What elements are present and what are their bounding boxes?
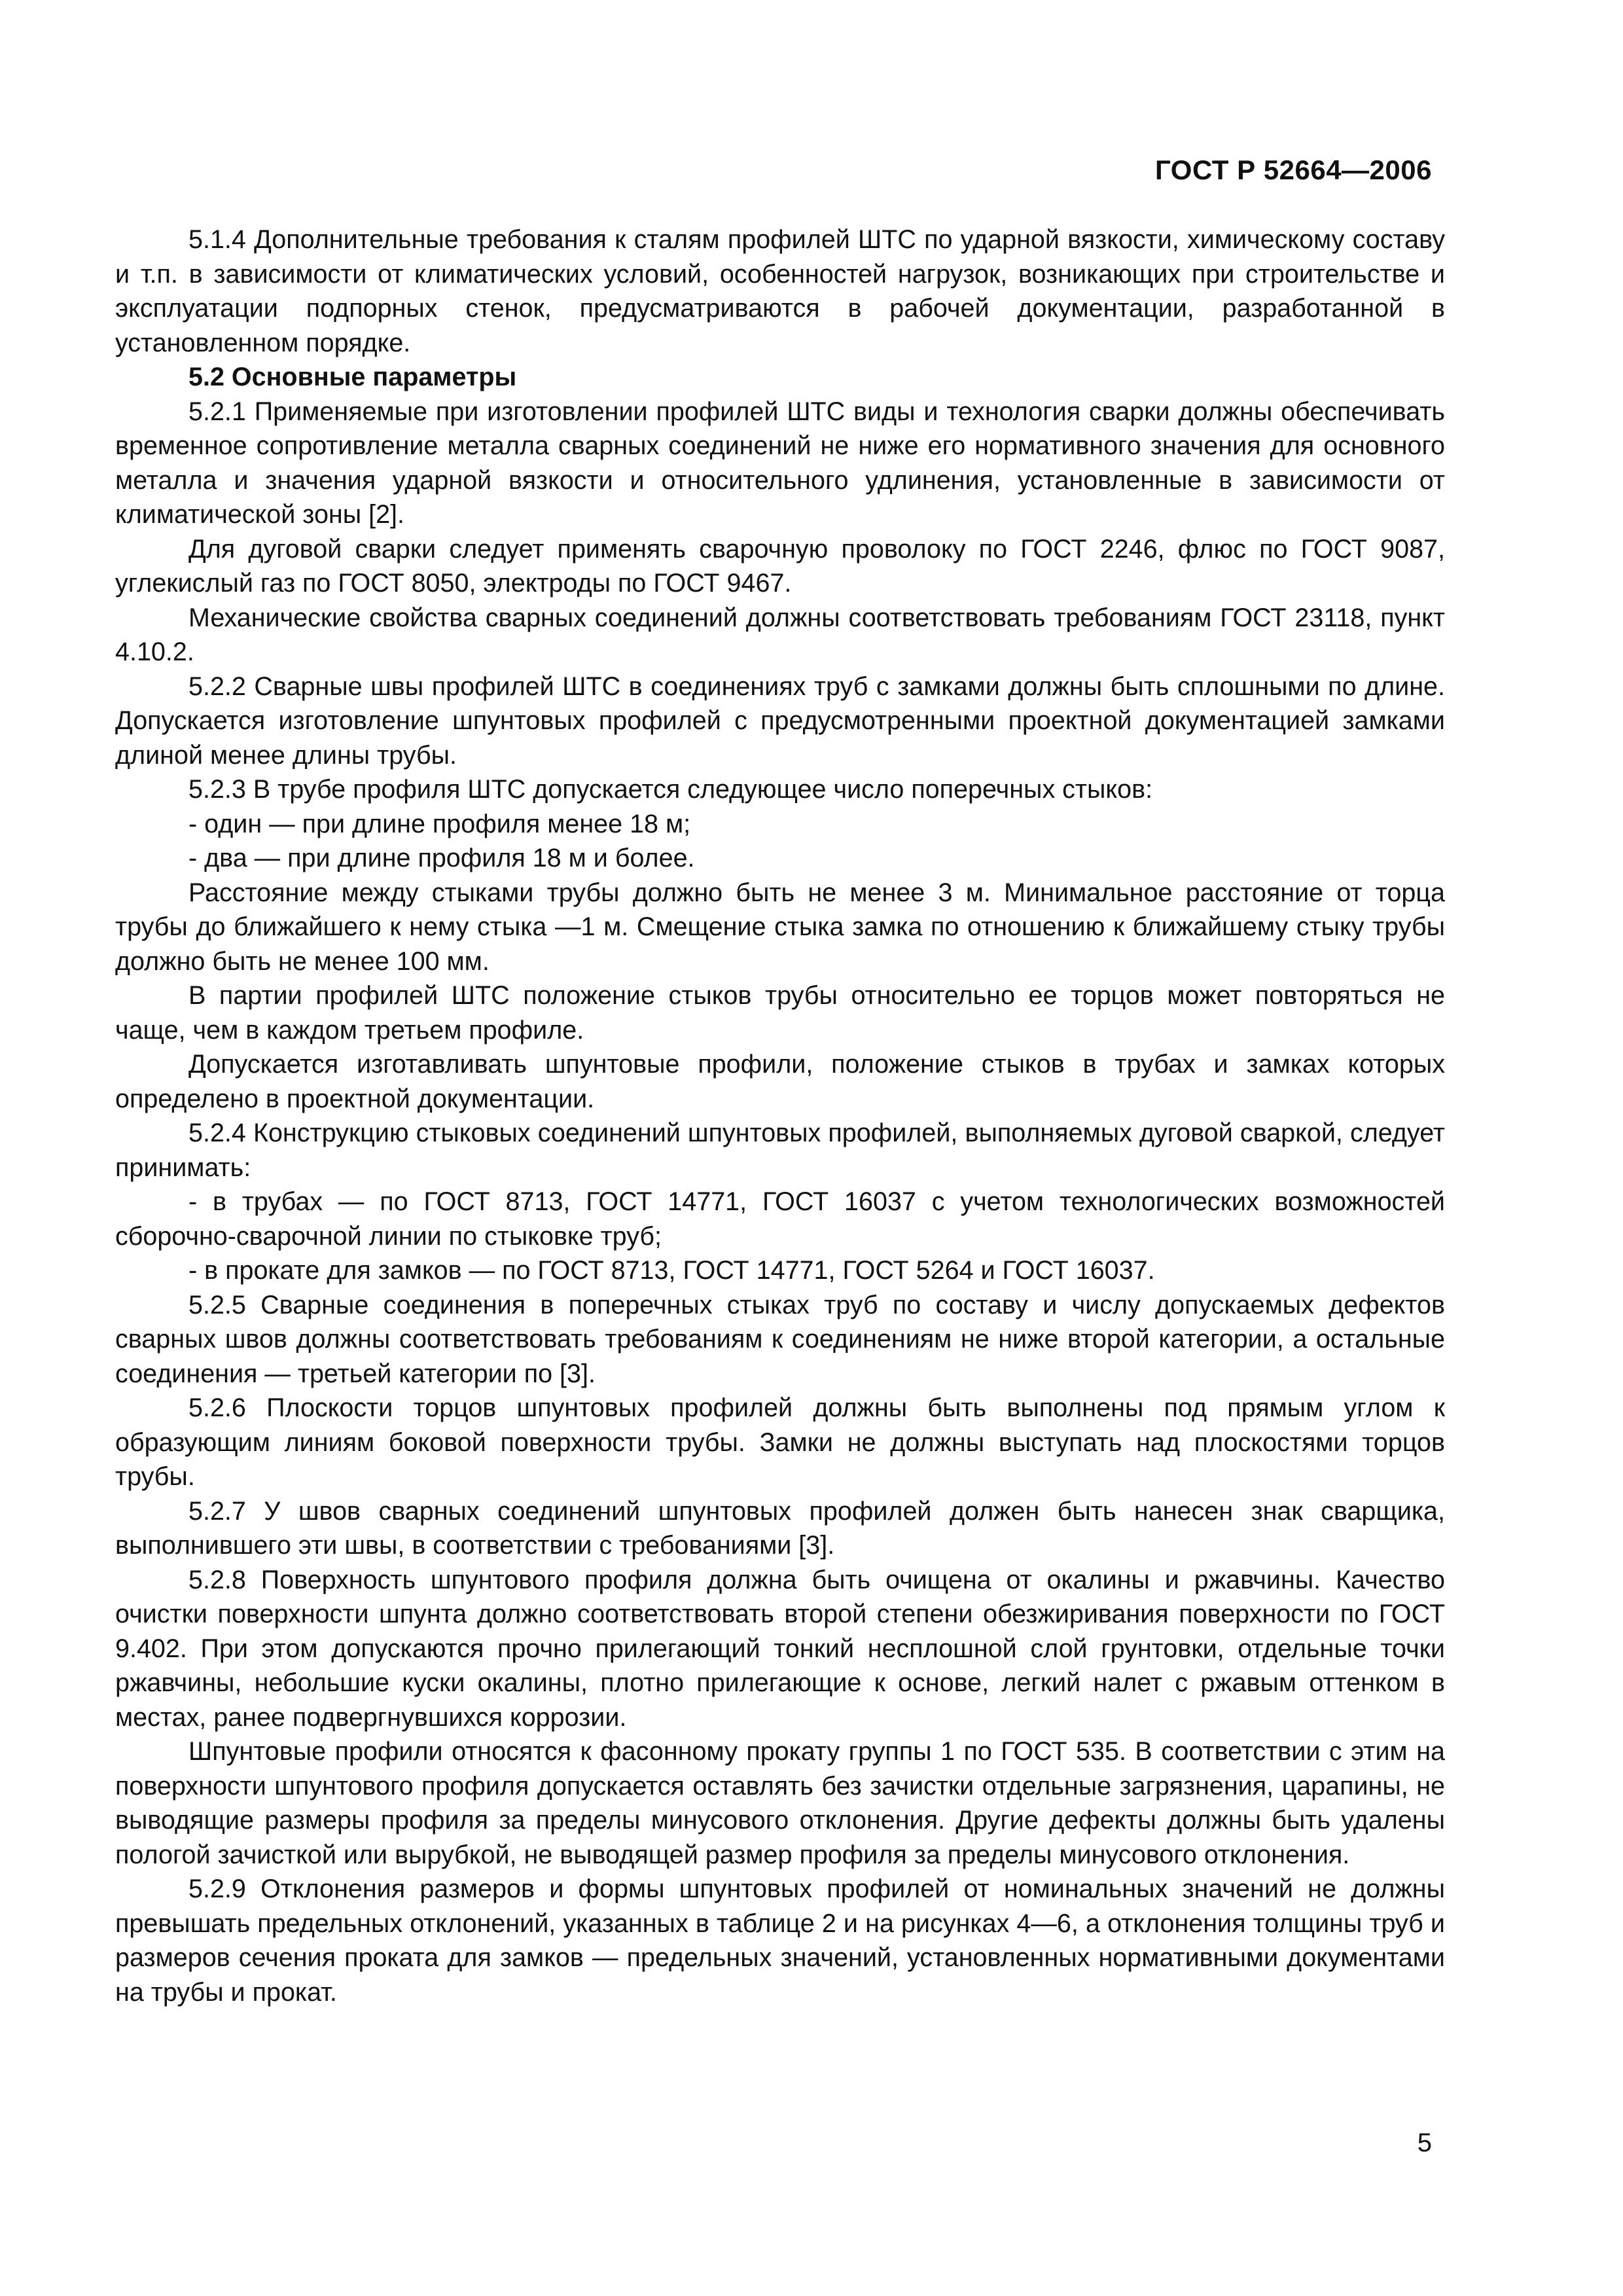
paragraph-5-1-4: 5.1.4 Дополнительные требования к сталям профилей ШТС по ударной вязкости, химическому составу и т.п. в зависимости от климатических условий, особенностей нагрузок, возникающих при строительстве и эксплуатации подпорных стенок, предусматриваются в рабочей документации, разработанной в установленном порядке. [115, 225, 1445, 357]
list-item-one-joint: - один — при длине профиля менее 18 м; [188, 809, 691, 838]
paragraph-shaped-rolled: Шпунтовые профили относятся к фасонному прокату группы 1 по ГОСТ 535. В соответствии с этим на поверхности шпунтового профиля допускается оставлять без зачистки отдельные загрязнения, царапины, не выводящие размеры профиля за пределы минусового отклонения. Другие дефекты должны быть удалены пологой зачисткой или вырубкой, не выводящей размер профиля за пределы минусового отклонения. [115, 1737, 1445, 1869]
paragraph-5-2-2: 5.2.2 Сварные швы профилей ШТС в соединениях труб с замками должны быть сплошными по длине. Допускается изготовление шпунтовых профилей с предусмотренными проектной документацией замками длиной менее длины трубы. [115, 672, 1445, 770]
document-code: ГОСТ Р 52664—2006 [1155, 154, 1432, 185]
paragraph-5-2-7: 5.2.7 У швов сварных соединений шпунтовых профилей должен быть нанесен знак сварщика, выполнившего эти швы, в соответствии с требованиями [3]. [115, 1496, 1445, 1560]
paragraph-5-2-4: 5.2.4 Конструкцию стыковых соединений шпунтовых профилей, выполняемых дуговой сваркой, следует принимать: [115, 1119, 1445, 1182]
paragraph-joint-distance: Расстояние между стыками трубы должно быть не менее 3 м. Минимальное расстояние от торца трубы до ближайшего к нему стыка —1 м. Смещение стыка замка по отношению к ближайшему стыку трубы должно быть не менее 100 мм. [115, 878, 1445, 976]
paragraph-5-2-5: 5.2.5 Сварные соединения в поперечных стыках труб по составу и числу допускаемых дефектов сварных швов должны соответствовать требованиям к соединениям не ниже второй категории, а остальные соединения — третьей категории по [3]. [115, 1290, 1445, 1388]
document-body [115, 223, 1445, 2009]
list-item-two-joints: - два — при длине профиля 18 м и более. [188, 844, 695, 872]
paragraph-5-2-1: 5.2.1 Применяемые при изготовлении профилей ШТС виды и технология сварки должны обеспечивать временное сопротивление металла сварных соединений не ниже его нормативного значения для основного металла и значения ударной вязкости и относительного удлинения, установленные в зависимости от климатической зоны [2]. [115, 397, 1445, 529]
paragraph-batch: В партии профилей ШТС положение стыков трубы относительно ее торцов может повторяться не чаще, чем в каждом третьем профиле. [115, 981, 1445, 1045]
paragraph-5-2-8: 5.2.8 Поверхность шпунтового профиля должна быть очищена от окалины и ржавчины. Качество очистки поверхности шпунта должно соответствовать второй степени обезжиривания поверхности по ГОСТ 9.402. При этом допускаются прочно прилегающий тонкий несплошной слой грунтовки, отдельные точки ржавчины, небольшие куски окалины, плотно прилегающие к основе, легкий налет с ржавым оттенком в местах, ранее подвергнувшихся коррозии. [115, 1565, 1445, 1732]
paragraph-5-2-9: 5.2.9 Отклонения размеров и формы шпунтовых профилей от номинальных значений не должны превышать предельных отклонений, указанных в таблице 2 и на рисунках 4—6, а отклонения толщины труб и размеров сечения проката для замков — предельных значений, установленных нормативными документами на трубы и прокат. [115, 1874, 1445, 2007]
paragraph-5-2-3: 5.2.3 В трубе профиля ШТС допускается следующее число поперечных стыков: [188, 775, 1153, 804]
paragraph-arc-welding: Для дуговой сварки следует применять сварочную проволоку по ГОСТ 2246, флюс по ГОСТ 9087, углекислый газ по ГОСТ 8050, электроды по ГОСТ 9467. [115, 534, 1445, 598]
paragraph-mechanical-properties: Механические свойства сварных соединений должны соответствовать требованиям ГОСТ 23118, пункт 4.10.2. [115, 603, 1445, 666]
paragraph-allowed-profiles: Допускается изготавливать шпунтовые профили, положение стыков в трубах и замках которых определено в проектной документации. [115, 1050, 1445, 1113]
page-number: 5 [1417, 2128, 1432, 2157]
paragraph-5-2-6: 5.2.6 Плоскости торцов шпунтовых профилей должны быть выполнены под прямым углом к образующим линиям боковой поверхности трубы. Замки не должны выступать над плоскостями торцов трубы. [115, 1393, 1445, 1491]
list-item-in-rolled-steel: - в прокате для замков — по ГОСТ 8713, ГОСТ 14771, ГОСТ 5264 и ГОСТ 16037. [188, 1256, 1155, 1285]
list-item-in-pipes: - в трубах — по ГОСТ 8713, ГОСТ 14771, ГОСТ 16037 с учетом технологических возможностей сборочно-сварочной линии по стыковке труб; [115, 1187, 1445, 1251]
section-heading-5-2: 5.2 Основные параметры [188, 363, 517, 391]
